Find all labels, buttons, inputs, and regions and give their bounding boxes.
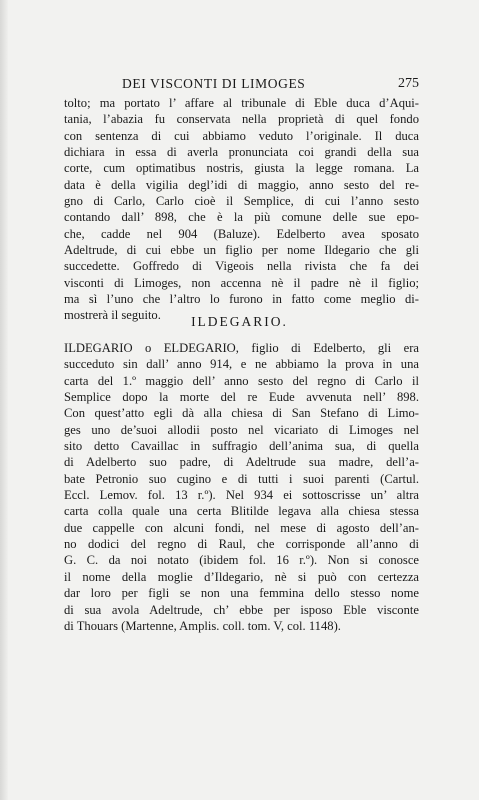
text-line: Con quest’atto egli dà alla chiesa di San Stefano di Limo-	[64, 406, 419, 421]
text-line: mostrerà il seguito.	[64, 308, 161, 323]
text-line: tania, l’abazia fu conservata nella proprietà di quel fondo	[64, 112, 419, 127]
text-line: di sua avola Adeltrude, ch’ ebbe per isposo Eble visconte	[64, 602, 419, 617]
paragraph-2	[64, 340, 419, 634]
page-header	[64, 76, 419, 96]
text-line: visconti di Limoges, non accenna nè il padre nè il figlio;	[64, 275, 419, 290]
text-line: Eccl. Lemov. fol. 13 r.º). Nel 934 ei sottoscrisse un’ altra	[64, 488, 419, 503]
text-line: ma sì l’uno che l’altro lo furono in fatto come meglio di-	[64, 292, 419, 307]
text-line: Adeltrude, di cui ebbe un figlio per nome Ildegario che gli	[64, 243, 419, 258]
text-line: di Adelberto suo padre, di Adeltrude sua madre, dell’a-	[64, 455, 419, 470]
text-line: sito detto Cavaillac in suffragio dell’anima sua, di quella	[64, 439, 419, 454]
text-line: corte, cum optimatibus nostris, giusta la legge romana. La	[64, 161, 419, 176]
text-line: di Thouars (Martenne, Amplis. coll. tom. V, col. 1148).	[64, 618, 341, 633]
text-line: contando dall’ 898, che è la più comune delle sue epo-	[64, 210, 419, 225]
text-line: succedette. Goffredo di Vigeois nella rivista che fa dei	[64, 259, 419, 274]
text-line: con sentenza di cui abbiamo veduto l’originale. Il duca	[64, 128, 419, 143]
running-title: DEI VISCONTI DI LIMOGES	[122, 76, 306, 91]
page-edge	[0, 0, 8, 800]
text-line: tolto; ma portato l’ affare al tribunale di Eble duca d’Aqui-	[64, 96, 419, 110]
text-line: che, cadde nel 904 (Baluze). Edelberto avea sposato	[64, 226, 419, 241]
page-number: 275	[398, 76, 419, 91]
text-line: ges uno de’suoi allodii posto nel vicariato di Limoges nel	[64, 422, 419, 437]
text-line: il nome della moglie d’Ildegario, nè si può con certezza	[64, 569, 419, 584]
section-heading: ILDEGARIO.	[191, 314, 288, 329]
text-line: carta colla quale una certa Blitilde legava alla chiesa stessa	[64, 504, 419, 519]
text-line: gno di Carlo, Carlo cioè il Semplice, di cui l’anno sesto	[64, 194, 419, 209]
text-line: G. C. da noi notato (ibidem fol. 16 r.º). Non si conosce	[64, 553, 419, 568]
text-line: dichiara in essa di averla pronunciata coi grandi della sua	[64, 145, 419, 160]
text-line: due cappelle con alcuni fondi, nel mese di agosto dell’an-	[64, 520, 419, 535]
text-line: Semplice dopo la morte del re Eude avvenuta nell’ 898.	[64, 390, 419, 405]
text-line: dar loro per figli se non una femmina dello stesso nome	[64, 586, 419, 601]
text-line: bate Petronio suo cugino e di tutti i suoi parenti (Cartul.	[64, 471, 419, 486]
paragraph-1	[64, 95, 419, 324]
text-line: data è della vigilia degl’idi di maggio, anno sesto del re-	[64, 177, 419, 192]
text-line: succeduto sin dall’ anno 914, e ne abbiamo la prova in una	[64, 357, 419, 372]
text-line: no dodici del regno di Raul, che corrisponde all’anno di	[64, 537, 419, 552]
text-line: ILDEGARIO o ELDEGARIO, figlio di Edelberto, gli era	[64, 341, 419, 355]
text-line: carta del 1.º maggio dell’ anno sesto del regno di Carlo il	[64, 373, 419, 388]
